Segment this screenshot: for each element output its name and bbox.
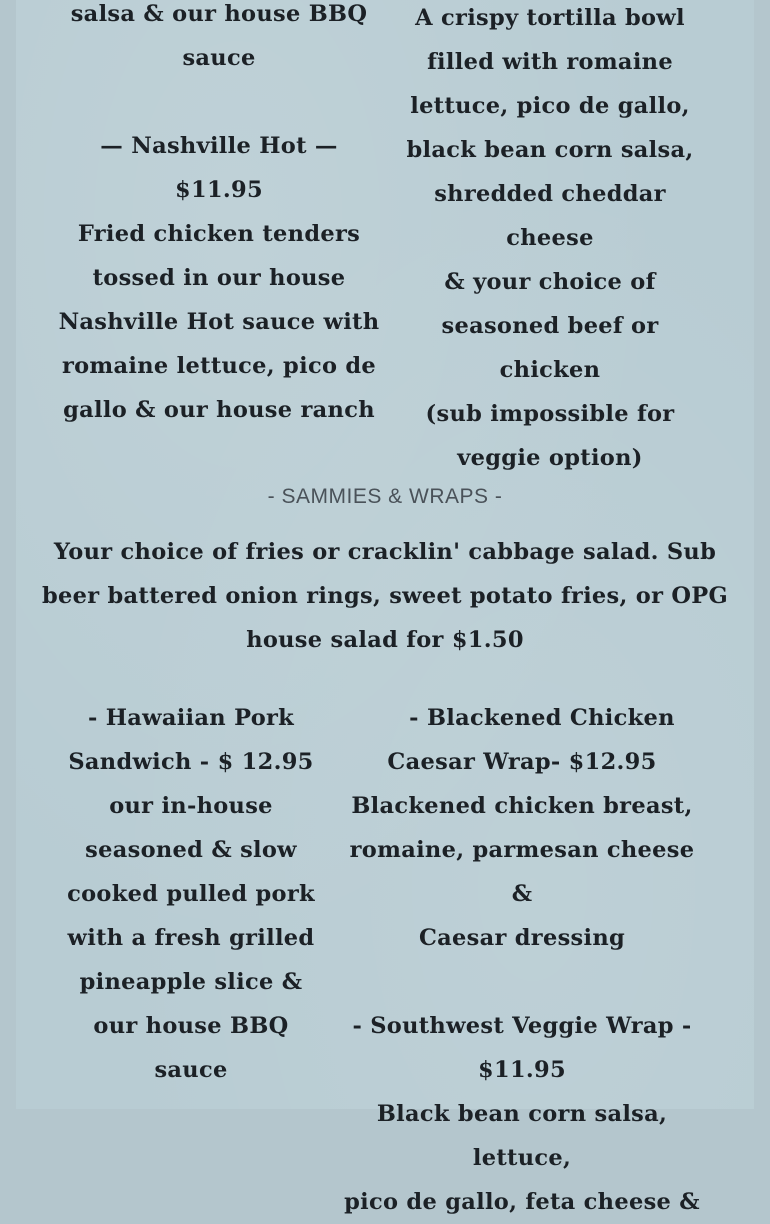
taco-bowl-desc-line: filled with romaine — [427, 49, 673, 75]
caesar-wrap-title-line: - Blackened Chicken — [409, 705, 675, 731]
caesar-wrap-desc-line: romaine, parmesan cheese & — [349, 837, 695, 907]
sammies-intro-line: Your choice of fries or cracklin' cabbage salad. Sub — [53, 539, 717, 565]
taco-bowl-desc-line: seasoned beef or chicken — [441, 313, 659, 383]
hawaiian-pork-desc-line: our house BBQ — [93, 1013, 289, 1039]
hawaiian-pork-title-line: - Hawaiian Pork — [87, 705, 295, 731]
veggie-wrap-title-line: - Southwest Veggie Wrap - — [352, 1013, 692, 1039]
nashville-hot-title: — Nashville Hot — $11.95 — [100, 133, 338, 203]
nashville-hot-desc-line: Nashville Hot sauce with — [58, 309, 380, 335]
veggie-wrap-title-line: $11.95 — [478, 1057, 566, 1083]
caesar-wrap-desc-line: Blackened chicken breast, — [351, 793, 693, 819]
taco-bowl-desc-line: lettuce, pico de gallo, — [410, 93, 690, 119]
veggie-wrap-desc-line: pico de gallo, feta cheese & — [344, 1189, 700, 1215]
taco-bowl-desc-line: shredded cheddar cheese — [434, 181, 666, 251]
taco-bowl-desc-line: A crispy tortilla bowl — [415, 5, 685, 31]
hawaiian-pork-desc-line: pineapple slice & — [79, 969, 303, 995]
hawaiian-pork-title-line: Sandwich - $ 12.95 — [68, 749, 314, 775]
hawaiian-pork-desc-line: seasoned & slow — [85, 837, 297, 863]
sammies-intro-line: beer battered onion rings, sweet potato fries, or OPG — [41, 583, 729, 609]
taco-bowl-desc-line: & your choice of — [444, 269, 656, 295]
right-column-wraps — [340, 696, 704, 1224]
nashville-hot-desc-line: romaine lettuce, pico de — [61, 353, 377, 379]
right-column-taco-bowl — [390, 0, 710, 480]
hawaiian-pork-desc-line: cooked pulled pork — [67, 881, 315, 907]
hawaiian-pork-desc-line: with a fresh grilled — [67, 925, 315, 951]
hawaiian-pork-sandwich — [56, 696, 326, 1092]
nashville-hot-desc-line: Fried chicken tenders — [77, 221, 361, 247]
left-column-salads — [56, 0, 382, 432]
prev-item-desc-line: salsa & our house BBQ — [70, 1, 368, 27]
veggie-wrap-desc-line: Black bean corn salsa, lettuce, — [376, 1101, 668, 1171]
taco-bowl-desc-line: veggie option) — [457, 445, 643, 471]
hawaiian-pork-desc-line: our in-house — [109, 793, 273, 819]
caesar-wrap-title-line: Caesar Wrap- $12.95 — [387, 749, 657, 775]
nashville-hot-desc-line: tossed in our house — [92, 265, 346, 291]
caesar-wrap-desc-line: Caesar dressing — [418, 925, 626, 951]
nashville-hot-desc-line: gallo & our house ranch — [63, 397, 375, 423]
section-heading-sammies-wraps: - SAMMIES & WRAPS - — [267, 485, 503, 508]
taco-bowl-desc-line: black bean corn salsa, — [406, 137, 694, 163]
prev-item-desc-line: sauce — [182, 45, 256, 71]
hawaiian-pork-desc-line: sauce — [154, 1057, 228, 1083]
taco-bowl-desc-line: (sub impossible for — [425, 401, 675, 427]
sammies-intro — [40, 530, 730, 662]
sammies-intro-line: house salad for $1.50 — [246, 627, 524, 653]
